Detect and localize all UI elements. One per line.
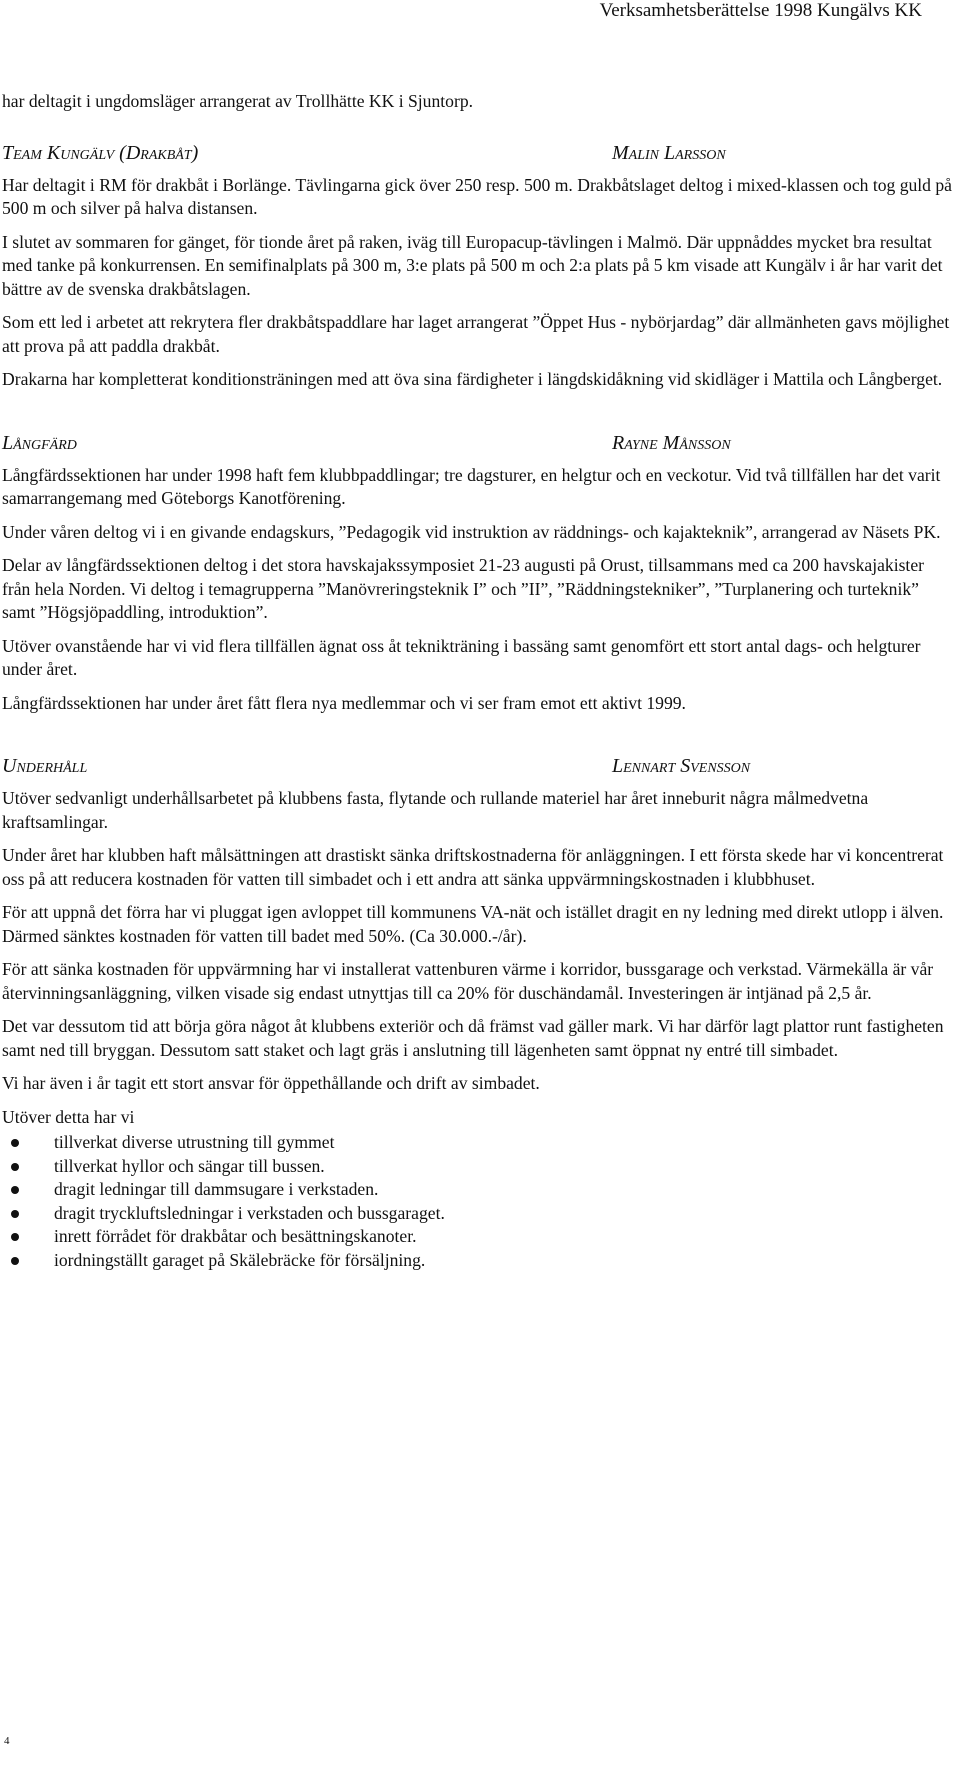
running-header <box>0 0 960 22</box>
section-heading: Långfärd <box>2 431 77 454</box>
section-author: Lennart Svensson <box>612 755 751 777</box>
intro-paragraph: har deltagit i ungdomsläger arrangerat av Trollhätte KK i Sjuntorp. <box>2 91 474 111</box>
page-number: 4 <box>4 1735 10 1747</box>
paragraph: Under året har klubben haft målsättningen att drastiskt sänka driftskostnaderna för anläggningen. I ett första skede har vi koncentrerat oss på att reducera kostnaden för vatten till simbadet och i ett andra att sänka uppvärmningskostnaden i klubbhuset. <box>2 845 944 889</box>
section-drakbat <box>2 140 952 392</box>
paragraph: För att uppnå det förra har vi pluggat igen avloppet till kommunens VA-nät och istället dragit en ny ledning med direkt utlopp i älven. Därmed sänktes kostnaden för vatten till badet med 50%. (Ca 30.000.-/år). <box>2 902 944 946</box>
paragraph: Har deltagit i RM för drakbåt i Borlänge. Tävlingarna gick över 250 resp. 500 m. Drakbåtslaget deltog i mixed-klassen och tog guld på 500 m och silver på halva distansen. <box>2 174 952 218</box>
section-heading-row <box>2 753 952 779</box>
paragraph: Det var dessutom tid att börja göra något åt klubbens exteriör och då främst vad gäller mark. Vi har därför lagt plattor runt fastigheten samt ned till bryggan. Dessutom satt staket och lagt gräs i anslutning till lägenheten samt öppnat ny entré till simbadet. <box>2 1016 944 1060</box>
document-body <box>2 90 952 1272</box>
list-item: tillverkat hyllor och sängar till bussen. <box>2 1155 952 1179</box>
list-item: dragit tryckluftsledningar i verkstaden och bussgaraget. <box>2 1202 952 1226</box>
section-heading: Team Kungälv (Drakbåt) <box>2 141 199 164</box>
paragraph: Långfärdssektionen har under året fått flera nya medlemmar och vi ser fram emot ett aktivt 1999. <box>2 692 686 713</box>
document-title: Verksamhetsberättelse 1998 Kungälvs KK <box>599 0 922 21</box>
section-heading-row <box>2 140 952 166</box>
paragraph: Drakarna har kompletterat konditionsträningen med att öva sina färdigheter i längdskidåkning vid skidläger i Mattila och Långberget. <box>2 369 943 389</box>
section-author: Malin Larsson <box>612 141 726 164</box>
paragraph: För att sänka kostnaden för uppvärmning har vi installerat vattenburen värme i korridor, bussgarage och verkstad. Värmekälla är vår återvinningsanläggning, vilken visade sig endast utnyttjas till ca 20% för duschändamål. Investeringen är intjänad på 2,5 år. <box>2 959 934 1003</box>
list-item: inrett förrådet för drakbåtar och besättningskanoter. <box>2 1225 952 1249</box>
section-heading-row <box>2 430 952 456</box>
paragraph: Långfärdssektionen har under 1998 haft fem klubbpaddlingar; tre dagsturer, en helgtur och en veckotur. Vid två tillfällen har det varit samarrangemang med Göteborgs Kanotförening. <box>2 464 941 508</box>
paragraph: Under våren deltog vi i en givande endagskurs, ”Pedagogik vid instruktion av räddnings- och kajakteknik”, arrangerad av Näsets PK. <box>2 521 941 542</box>
bullet-list <box>2 1131 952 1272</box>
list-item: iordningställt garaget på Skälebräcke för försäljning. <box>2 1249 952 1273</box>
paragraph: Som ett led i arbetet att rekrytera fler drakbåtspaddlare har laget arrangerat ”Öppet Hus - nybörjardag” där allmänheten gavs möjlighet att prova på att paddla drakbåt. <box>2 312 950 356</box>
paragraph: I slutet av sommaren for gänget, för tionde året på raken, iväg till Europacup-tävlingen i Malmö. Där uppnåddes mycket bra resultat med tanke på konkurrensen. En semifinalplats på 300 m, 3:e plats på 500 m och 2:a plats på 5 km visade att Kungälv i år har varit det bättre av de svenska drakbåtslagen. <box>2 231 943 299</box>
section-underhall <box>2 753 952 1272</box>
list-item: tillverkat diverse utrustning till gymmet <box>2 1131 952 1155</box>
list-item: dragit ledningar till dammsugare i verkstaden. <box>2 1178 952 1202</box>
paragraph: Vi har även i år tagit ett stort ansvar för öppethållande och drift av simbadet. <box>2 1073 540 1093</box>
paragraph: Utöver sedvanligt underhållsarbetet på klubbens fasta, flytande och rullande materiel har året inneburit några målmedvetna kraftsamlingar. <box>2 788 869 832</box>
section-langfard <box>2 430 952 716</box>
section-spacer <box>2 402 952 430</box>
section-heading: Underhåll <box>2 755 88 777</box>
section-author: Rayne Månsson <box>612 431 731 454</box>
paragraph: Utöver ovanstående har vi vid flera tillfällen ägnat oss åt teknikträning i bassäng samt genomfört ett stort antal dags- och helgturer under året. <box>2 635 921 679</box>
paragraph: Utöver detta har vi <box>2 1106 135 1127</box>
section-spacer <box>2 725 952 753</box>
paragraph: Delar av långfärdssektionen deltog i det stora havskajakssymposiet 21-23 augusti på Orust, tillsammans med ca 200 havskajakister från hela Norden. Vi deltog i temagrupperna ”Manövreringsteknik I” och ”II”, ”Räddningstekniker”, ”Turplanering och turteknik” samt ”Högsjöpaddling, introduktion”. <box>2 555 924 622</box>
